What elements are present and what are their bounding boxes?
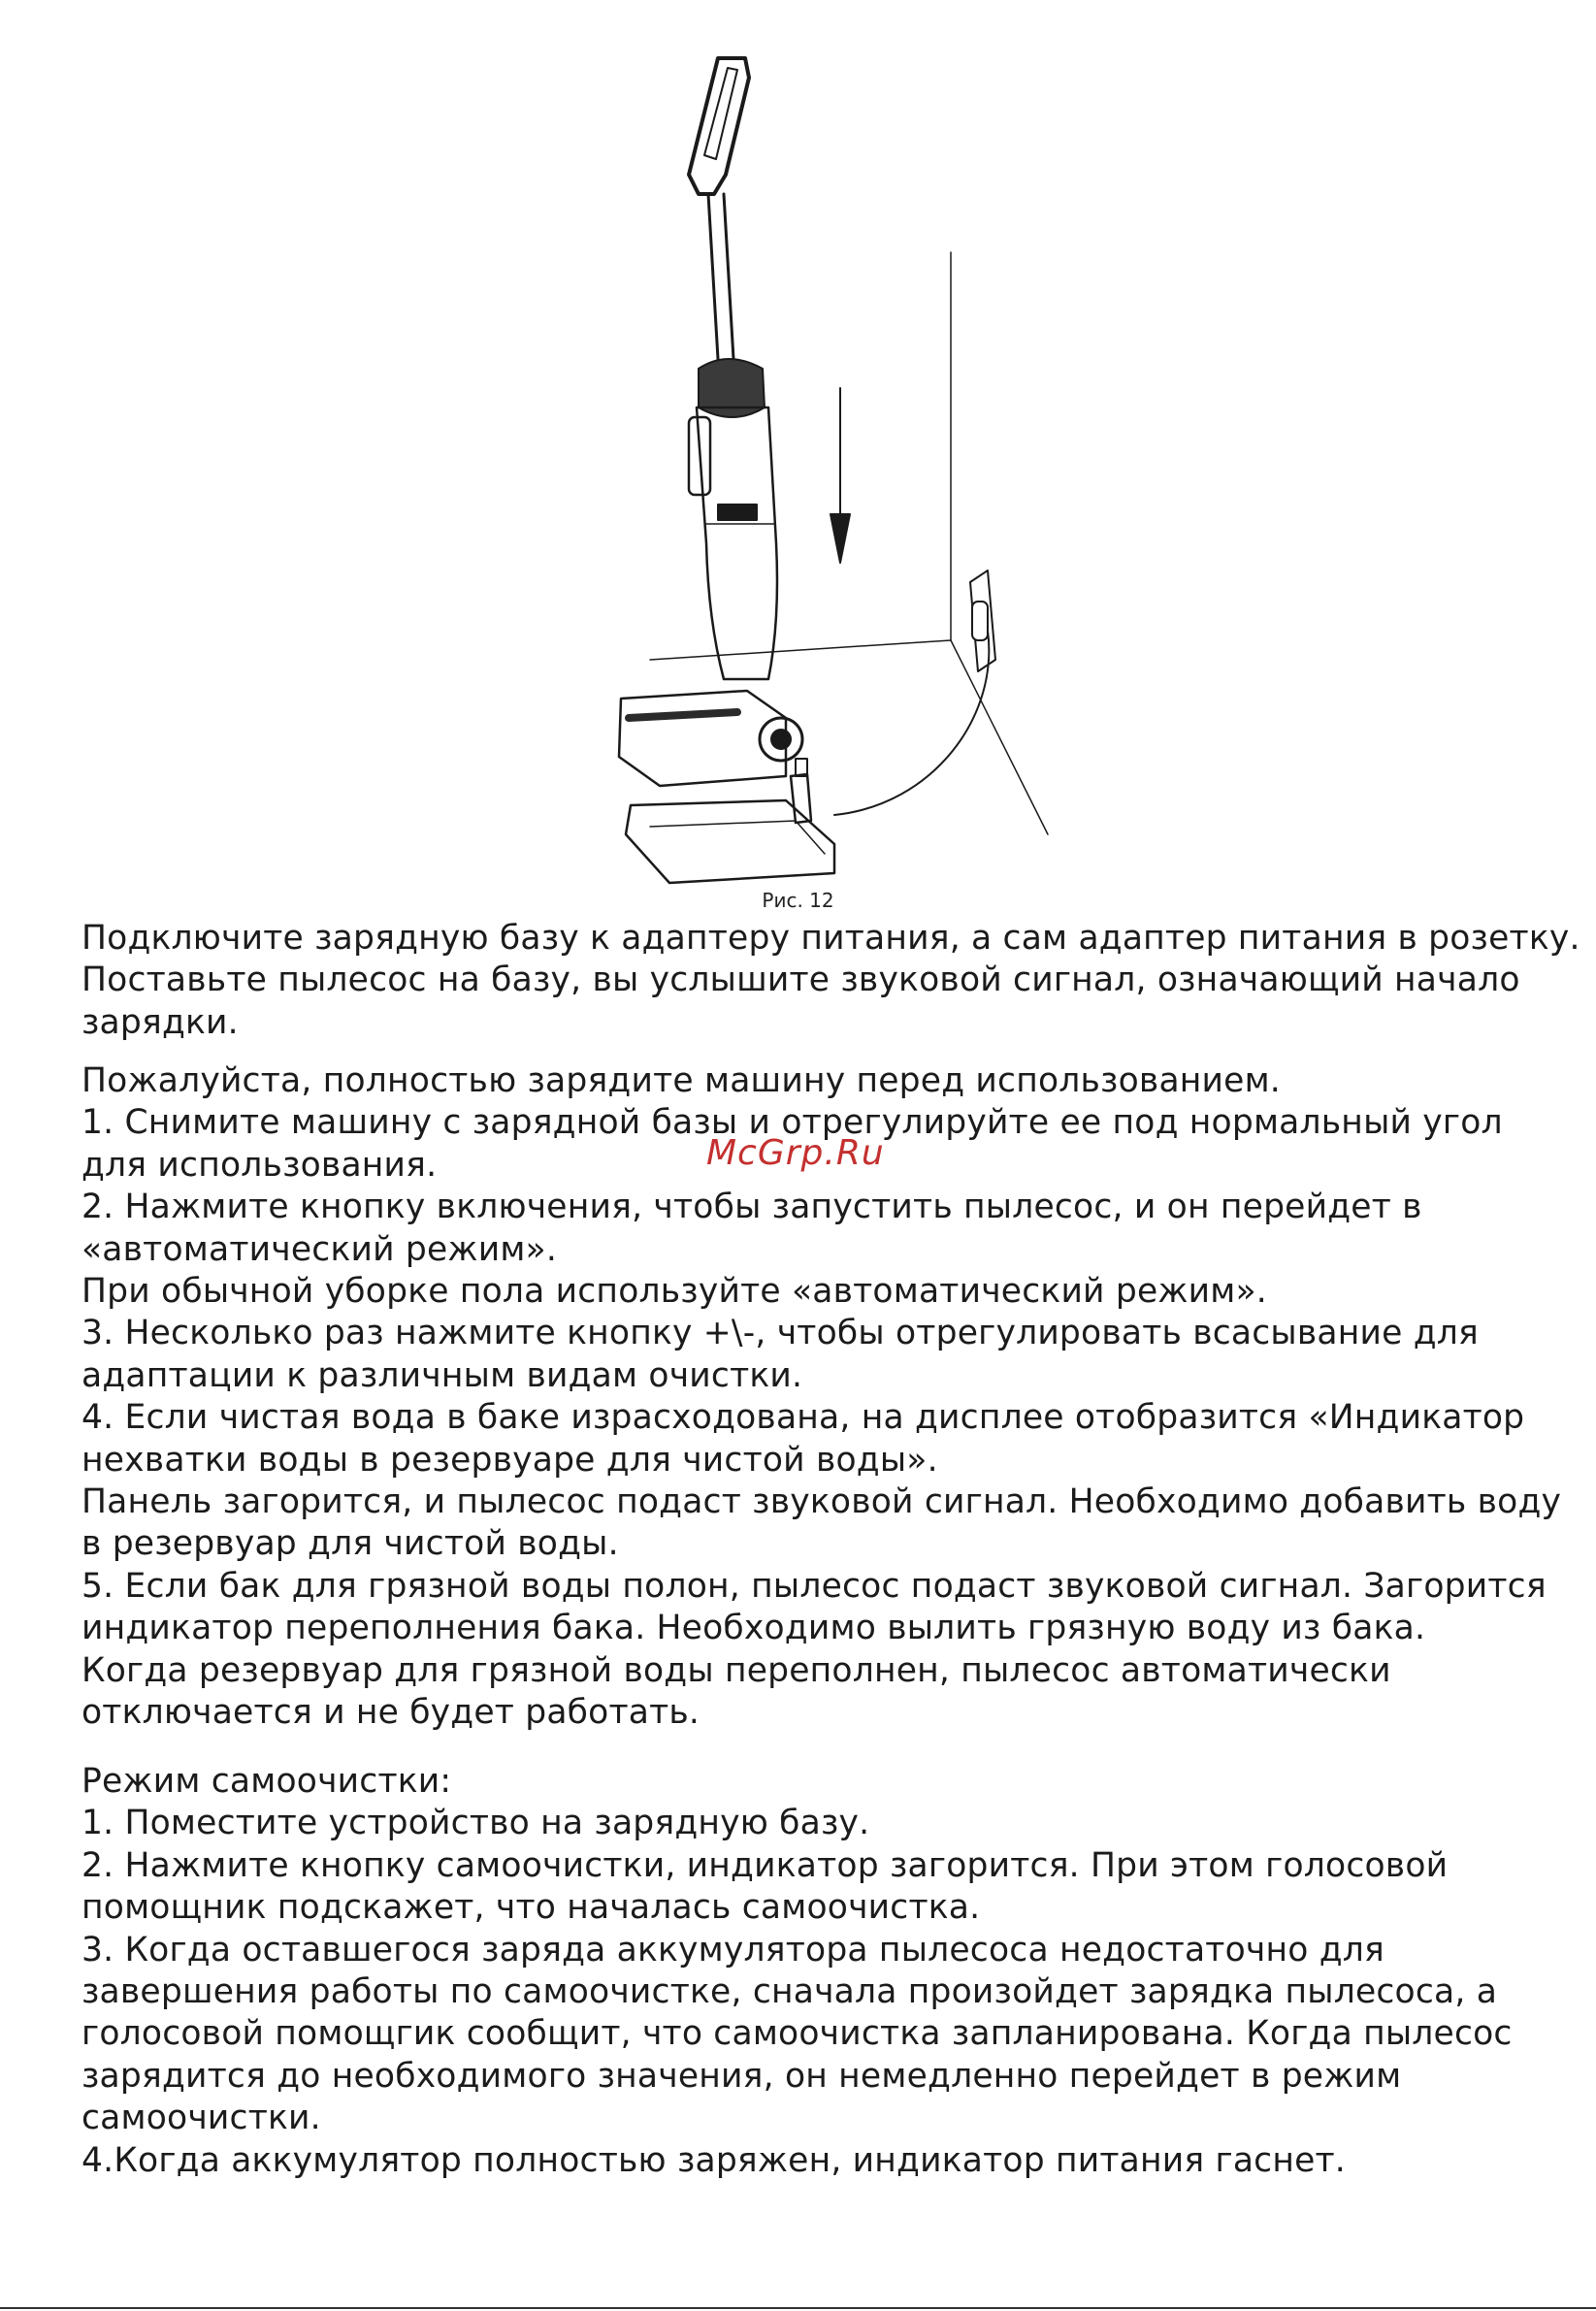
text-line: зарядки.: [81, 1002, 239, 1042]
text-line: Подключите зарядную базу к адаптеру питания, а сам адаптер питания в розетку.: [81, 919, 1580, 958]
text-line: Пожалуйста, полностью зарядите машину перед использованием.: [81, 1061, 1281, 1100]
text-line: в резервуар для чистой воды.: [81, 1524, 619, 1564]
text-line: При обычной уборке пола используйте «автоматический режим».: [81, 1272, 1267, 1312]
text-line: для использования.: [81, 1145, 438, 1185]
text-line: 4. Если чистая вода в баке израсходована, на дисплее отобразится «Индикатор: [81, 1398, 1525, 1438]
text-line: 2. Нажмите кнопку самоочистки, индикатор загорится. При этом голосовой: [81, 1845, 1449, 1885]
text-line: зарядится до необходимого значения, он немедленно перейдет в режим: [81, 2056, 1402, 2096]
text-line: 1. Поместите устройство на зарядную базу.: [81, 1804, 870, 1843]
text-line: 3. Несколько раз нажмите кнопку +\-, чтобы отрегулировать всасывание для: [81, 1314, 1479, 1353]
watermark: McGrp.Ru: [706, 1133, 885, 1173]
text-line: 4.Когда аккумулятор полностью заряжен, индикатор питания гаснет.: [81, 2140, 1346, 2180]
section-heading: Режим самоочистки:: [81, 1762, 452, 1801]
intro-paragraph: [81, 918, 1580, 1044]
text-line: 1. Снимите машину с зарядной базы и отрегулируйте ее под нормальный угол: [81, 1103, 1503, 1143]
text-line: помощник подскажет, что началась самоочистка.: [81, 1888, 981, 1928]
self-cleaning-section: [81, 1761, 1537, 2182]
text-line: индикатор переполнения бака. Необходимо вылить грязную воду из бака.: [81, 1609, 1426, 1648]
text-line: отключается и не будет работать.: [81, 1693, 700, 1733]
text-line: Поставьте пылесос на базу, вы услышите звуковой сигнал, означающий начало: [81, 960, 1520, 1000]
text-line: самоочистки.: [81, 2099, 321, 2138]
text-line: Когда резервуар для грязной воды переполнен, пылесос автоматически: [81, 1650, 1391, 1690]
text-line: адаптации к различным видам очистки.: [81, 1355, 803, 1395]
text-line: 3. Когда оставшегося заряда аккумулятора пылесоса недостаточно для: [81, 1930, 1384, 1969]
text-line: завершения работы по самоочистке, сначала произойдет зарядка пылесоса, а: [81, 1972, 1498, 2012]
text-line: нехватки воды в резервуаре для чистой воды».: [81, 1440, 938, 1480]
vacuum-charging-illustration: [543, 39, 1087, 893]
figure-caption: Рис. 12: [762, 889, 834, 912]
text-line: голосовой помощгик сообщит, что самоочистка запланирована. Когда пылесос: [81, 2014, 1513, 2054]
text-line: Панель загорится, и пылесос подаст звуковой сигнал. Необходимо добавить воду: [81, 1482, 1562, 1522]
text-line: 2. Нажмите кнопку включения, чтобы запустить пылесос, и он перейдет в: [81, 1188, 1422, 1227]
footer-divider: [0, 2307, 1596, 2309]
text-line: 5. Если бак для грязной воды полон, пылесос подаст звуковой сигнал. Загорится: [81, 1566, 1547, 1606]
text-line: «автоматический режим».: [81, 1229, 558, 1269]
